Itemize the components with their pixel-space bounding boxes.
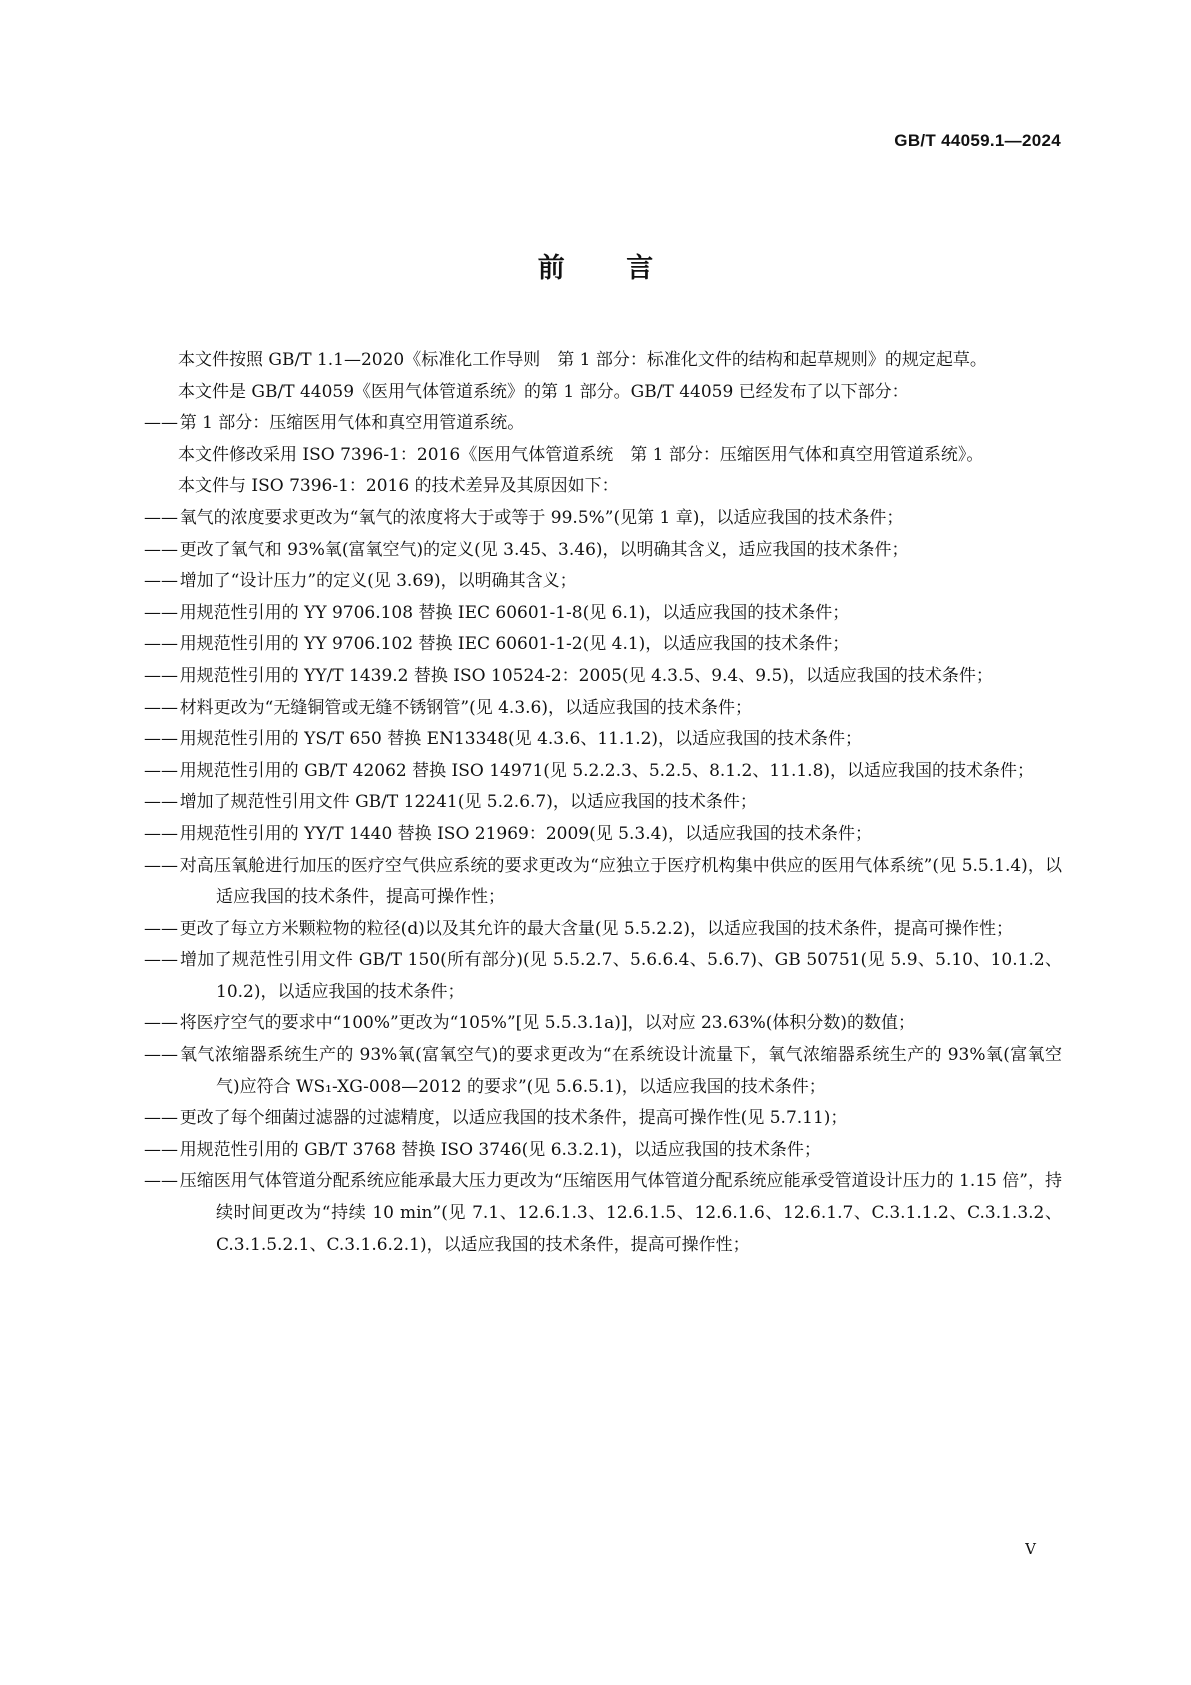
list-item [144, 819, 1062, 851]
list-item-text: 增加了规范性引用文件 GB/T 150(所有部分)(见 5.5.2.7、5.6.6.4、5.6.7)、GB 50751(见 5.9、5.10、10.1.2、10.2)，以适应我国的技术条件； [179, 950, 1062, 1002]
dash-marker: —— [144, 697, 178, 718]
dash-marker: —— [144, 1139, 178, 1160]
dash-marker: —— [144, 823, 178, 844]
list-item-text: 用规范性引用的 YS/T 650 替换 EN13348(见 4.3.6、11.1.2)，以适应我国的技术条件； [179, 729, 863, 750]
list-item-text: 材料更改为“无缝铜管或无缝不锈钢管”(见 4.3.6)，以适应我国的技术条件； [179, 697, 752, 718]
list-item-text: 用规范性引用的 YY/T 1440 替换 ISO 21969：2009(见 5.3.4)，以适应我国的技术条件； [179, 823, 873, 844]
dash-marker: —— [144, 413, 178, 434]
list-item-text: 用规范性引用的 GB/T 3768 替换 ISO 3746(见 6.3.2.1)，以适应我国的技术条件； [179, 1139, 821, 1160]
foreword-body [144, 345, 1062, 1261]
dash-marker: —— [144, 1108, 178, 1129]
list-item-text: 用规范性引用的 YY 9706.102 替换 IEC 60601-1-2(见 4.1)，以适应我国的技术条件； [179, 634, 850, 655]
list-item-text: 氧气的浓度要求更改为“氧气的浓度将大于或等于 99.5%”(见第 1 章)，以适应我国的技术条件； [179, 507, 904, 528]
list-item-text: 增加了规范性引用文件 GB/T 12241(见 5.2.6.7)，以适应我国的技术条件； [179, 792, 757, 813]
dash-marker: —— [144, 792, 178, 813]
paragraph-drafting-rules: 本文件按照 GB/T 1.1—2020《标准化工作导则 第 1 部分：标准化文件的结构和起草规则》的规定起草。 [178, 350, 987, 370]
dash-marker: —— [144, 634, 178, 655]
dash-marker: —— [144, 665, 178, 686]
paragraph-part-intro: 本文件是 GB/T 44059《医用气体管道系统》的第 1 部分。GB/T 44059 已经发布了以下部分： [178, 381, 909, 402]
paragraph-adoption: 本文件修改采用 ISO 7396-1：2016《医用气体管道系统 第 1 部分：压缩医用气体和真空用管道系统》。 [178, 444, 984, 465]
list-item [144, 566, 1062, 598]
list-item [144, 1008, 1062, 1040]
dash-marker: —— [144, 571, 178, 592]
list-item-text: 更改了每个细菌过滤器的过滤精度，以适应我国的技术条件，提高可操作性(见 5.7.11)； [179, 1108, 848, 1129]
list-item-text: 压缩医用气体管道分配系统应能承最大压力更改为“压缩医用气体管道分配系统应能承受管道设计压力的 1.15 倍”，持续时间更改为“持续 10 min”(见 7.1、12.6.1.3、12.6.1.5、12.6.1.6、12.6.1.7、C.3.1.1.2、C.3.1.3.2、C.3.1.5.2.1、C.3.1.6.2.1)，以适应我国的技术条件，提高可操作性； [179, 1171, 1062, 1255]
list-item [144, 598, 1062, 630]
list-item-text: 用规范性引用的 GB/T 42062 替换 ISO 14971(见 5.2.2.3、5.2.5、8.1.2、11.1.8)，以适应我国的技术条件； [179, 760, 1035, 781]
list-item [144, 661, 1062, 693]
dash-marker: —— [144, 950, 178, 971]
list-item [144, 1166, 1062, 1261]
list-item [144, 945, 1062, 1008]
list-item [144, 503, 1062, 535]
list-item-text: 增加了“设计压力”的定义(见 3.69)，以明确其含义； [179, 571, 577, 592]
list-item [144, 1135, 1062, 1167]
list-item-text: 氧气浓缩器系统生产的 93%氧(富氧空气)的要求更改为“在系统设计流量下，氧气浓缩器系统生产的 93%氧(富氧空气)应符合 WS₁-XG-008—2012 的要求”(见 5.6.5.1)，以适应我国的技术条件； [179, 1045, 1062, 1097]
list-item [144, 756, 1062, 788]
list-item [144, 1103, 1062, 1135]
dash-marker: —— [144, 1045, 178, 1066]
list-item-text: 更改了每立方米颗粒物的粒径(d)以及其允许的最大含量(见 5.5.2.2)，以适应我国的技术条件，提高可操作性； [179, 918, 1013, 939]
dash-marker: —— [144, 918, 178, 939]
list-item [144, 851, 1062, 914]
dash-marker: —— [144, 729, 178, 750]
dash-marker: —— [144, 539, 178, 560]
list-item [144, 535, 1062, 567]
dash-marker: —— [144, 760, 178, 781]
list-item [144, 693, 1062, 725]
list-item [144, 1040, 1062, 1103]
list-item-text: 更改了氧气和 93%氧(富氧空气)的定义(见 3.45、3.46)，以明确其含义，适应我国的技术条件； [179, 539, 909, 560]
standard-code-header: GB/T 44059.1—2024 [894, 131, 1061, 150]
page-number: V [1025, 1540, 1036, 1558]
dash-marker: —— [144, 602, 178, 623]
page-title: 前 言 [537, 253, 654, 284]
dash-marker: —— [144, 1171, 178, 1192]
list-item [144, 724, 1062, 756]
dash-marker: —— [144, 855, 178, 876]
list-item-text: 第 1 部分：压缩医用气体和真空用管道系统。 [179, 413, 525, 434]
list-item [144, 914, 1062, 946]
list-item-text: 用规范性引用的 YY/T 1439.2 替换 ISO 10524-2：2005(见 4.3.5、9.4、9.5)，以适应我国的技术条件； [179, 665, 993, 686]
list-item [144, 787, 1062, 819]
list-item-text: 对高压氧舱进行加压的医疗空气供应系统的要求更改为“应独立于医疗机构集中供应的医用气体系统”(见 5.5.1.4)，以适应我国的技术条件，提高可操作性； [179, 855, 1062, 908]
list-item-text: 将医疗空气的要求中“100%”更改为“105%”[见 5.5.3.1a)]，以对应 23.63%(体积分数)的数值； [179, 1013, 916, 1034]
list-item [144, 408, 1062, 440]
dash-marker: —— [144, 1013, 178, 1034]
dash-marker: —— [144, 507, 178, 528]
list-item-text: 用规范性引用的 YY 9706.108 替换 IEC 60601-1-8(见 6.1)，以适应我国的技术条件； [179, 602, 850, 623]
list-item [144, 629, 1062, 661]
paragraph-differences-intro: 本文件与 ISO 7396-1：2016 的技术差异及其原因如下： [178, 476, 619, 497]
differences-list [144, 503, 1062, 1261]
